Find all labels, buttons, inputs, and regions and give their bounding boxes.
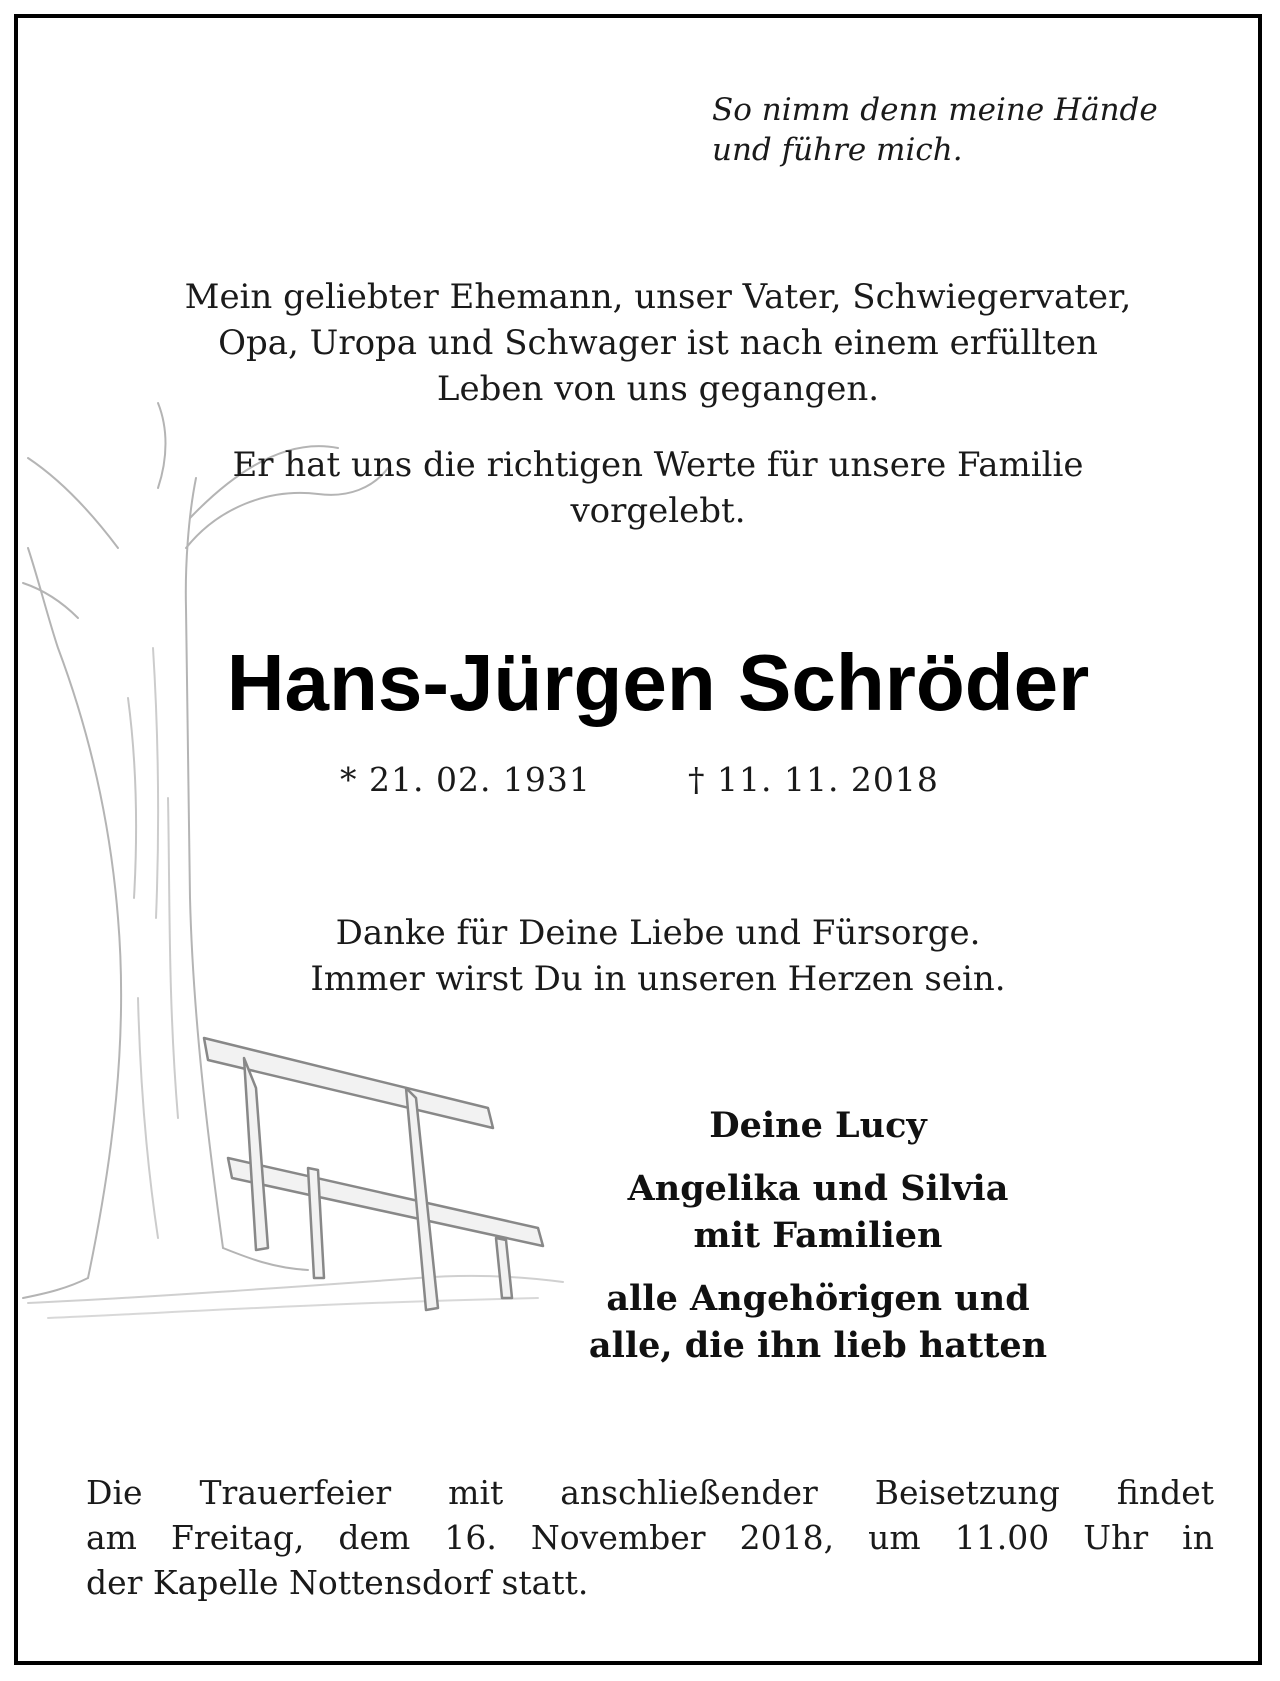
mourners-list bbox=[538, 1102, 1098, 1385]
mourner-line: Deine Lucy bbox=[709, 1105, 927, 1146]
mourner-line: mit Familien bbox=[693, 1215, 943, 1256]
mourner-line: alle Angehörigen und bbox=[606, 1278, 1030, 1319]
mourner-group bbox=[538, 1275, 1098, 1369]
tree-and-bench-illustration bbox=[18, 398, 578, 1338]
mourner-group bbox=[538, 1165, 1098, 1259]
thanks-message bbox=[78, 910, 1238, 1002]
values-paragraph bbox=[78, 442, 1238, 534]
thanks-line: Immer wirst Du in unseren Herzen sein. bbox=[310, 959, 1006, 999]
intro-line: Opa, Uropa und Schwager ist nach einem erfüllten bbox=[218, 323, 1098, 363]
mourner-group bbox=[538, 1102, 1098, 1149]
intro-paragraph bbox=[78, 274, 1238, 412]
intro-line: Leben von uns gegangen. bbox=[436, 369, 880, 409]
intro-line: Mein geliebter Ehemann, unser Vater, Schwiegervater, bbox=[184, 277, 1132, 317]
obituary-frame bbox=[14, 14, 1262, 1665]
funeral-line: am Freitag, dem 16. November 2018, um 11.00 Uhr in bbox=[86, 1518, 1214, 1557]
funeral-line: Die Trauerfeier mit anschließender Beisetzung findet bbox=[86, 1473, 1214, 1512]
values-line: vorgelebt. bbox=[570, 491, 746, 531]
death-date: † 11. 11. 2018 bbox=[688, 760, 939, 799]
birth-date: * 21. 02. 1931 bbox=[340, 760, 591, 799]
mourner-line: alle, die ihn lieb hatten bbox=[588, 1325, 1048, 1366]
motto-line: und führe mich. bbox=[712, 132, 963, 168]
mourner-line: Angelika und Silvia bbox=[627, 1168, 1009, 1209]
motto-line: So nimm denn meine Hände bbox=[712, 92, 1158, 128]
funeral-details bbox=[86, 1470, 1214, 1605]
values-line: Er hat uns die richtigen Werte für unsere Familie bbox=[232, 445, 1084, 485]
deceased-name: Hans-Jürgen Schröder bbox=[226, 638, 1090, 727]
funeral-line: der Kapelle Nottensdorf statt. bbox=[86, 1563, 589, 1602]
motto-quote bbox=[712, 90, 1232, 170]
thanks-line: Danke für Deine Liebe und Fürsorge. bbox=[335, 913, 981, 953]
